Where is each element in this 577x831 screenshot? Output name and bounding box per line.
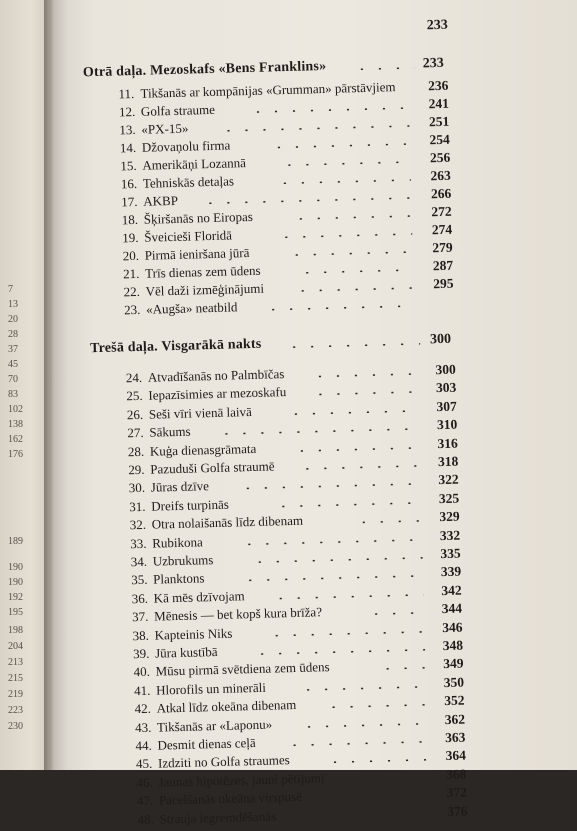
entry-title: Mūsu pirmā svētdiena zem ūdens [155,659,330,680]
entry-page: 295 [433,275,454,292]
entry-page: 300 [435,361,456,378]
entry-title: Pazuduši Golfa straumē [150,458,275,477]
entry-number: 41. [133,682,151,698]
entry-number: 45. [135,756,153,772]
entry-title: Kā mēs dzīvojam [153,588,245,606]
facing-page-number: 176 [8,449,23,460]
running-page-number: 233 [426,17,448,34]
entry-number: 18. [121,211,139,228]
entry-number: 17. [121,193,138,210]
facing-page-number: 13 [8,299,18,310]
entry-page: 307 [436,398,457,414]
entry-page: 344 [441,600,463,617]
entry-number: 11. [118,85,135,102]
leader-dots [292,215,412,220]
leader-dots [353,67,415,71]
leader-dots [277,233,412,239]
entry-page: 322 [438,472,459,488]
entry-title: Iepazīsimies ar mezoskafu [148,384,287,404]
leader-dots [326,759,428,764]
entry-title: «PX-15» [141,120,189,137]
entry-page: 316 [437,435,458,451]
entry-page: 254 [429,131,450,148]
entry-number: 42. [134,700,152,717]
entry-page: 349 [443,655,464,672]
leader-dots [293,446,420,451]
entry-number: 38. [132,627,150,643]
part-heading: Trešā daļa. Visgarākā nakts [89,336,262,357]
entry-page: 279 [432,239,453,256]
entry-number: 15. [120,157,137,174]
entry-title: Pirmā ieniršana jūrā [144,245,250,263]
leader-dots [268,630,425,636]
entry-page: 318 [437,453,459,470]
leader-dots [285,343,420,349]
entry-title: Strauja iegremdēšanās [159,808,277,827]
entry-number: 40. [133,664,151,680]
entry-title: Tehniskās detaļas [142,173,235,191]
entry-number: 28. [127,443,145,459]
entry-title: Otra nolaišanās līdz dibenam [151,512,304,532]
facing-page-number: 223 [8,705,23,716]
facing-page-number: 189 [8,536,23,547]
entry-page: 335 [440,545,461,562]
leader-dots [240,538,422,545]
leader-dots [294,287,414,292]
entry-number: 31. [129,498,146,515]
leader-dots [288,251,413,256]
leader-dots [367,612,424,615]
facing-page-number: 215 [8,673,23,684]
entry-page: 329 [439,508,460,525]
entry-page: 376 [446,803,468,819]
entry-number: 27. [127,425,144,441]
leader-dots [270,143,410,149]
entry-title: Uzbrukums [152,552,214,569]
leader-dots [241,575,423,582]
entry-number: 32. [129,517,147,533]
entry-page: 325 [438,490,460,506]
facing-page-number: 192 [8,592,23,603]
entry-title: Tikšanās ar kompānijas «Grumman» pārstāvjiem [140,79,396,101]
entry-page: 364 [445,747,467,764]
facing-page-number: 138 [8,419,23,430]
part-page-number: 300 [429,331,452,348]
leader-dots [298,465,420,470]
facing-page-number: 230 [8,721,23,732]
entry-title: Šķiršanās no Eiropas [143,208,253,227]
entry-page: 368 [445,766,467,782]
entry-title: Kuģa dienasgrāmata [149,440,257,459]
entry-title: Planktons [153,570,205,588]
entry-title: Tikšanās ar «Laponu» [156,716,273,735]
facing-page-number: 190 [8,577,23,588]
entry-page: 263 [430,167,451,184]
entry-title: Šveicieši Floridā [144,227,233,245]
entry-title: Pacelšanās okeāna virspusē [158,789,303,808]
entry-number: 12. [118,103,136,120]
entry-page: 303 [435,380,457,396]
entry-title: Desmit dienas ceļā [157,735,256,753]
leader-dots [300,722,427,727]
entry-page: 348 [442,637,464,654]
entry-page: 274 [431,221,453,238]
entry-number: 19. [122,229,139,246]
entry-page: 272 [431,203,452,220]
leader-dots [325,704,427,709]
entry-page: 236 [427,77,449,94]
entry-number: 30. [128,480,146,496]
entry-number: 39. [132,645,150,662]
entry-number: 29. [128,461,145,478]
entry-number: 21. [122,265,140,282]
entry-title: «Augša» neatbild [145,299,238,317]
facing-page-number: 195 [8,607,23,618]
entry-title: Atkal līdz okeāna dibenam [156,697,297,716]
table-of-contents [56,0,577,827]
entry-page: 332 [439,527,461,543]
entry-page: 342 [441,582,462,598]
facing-page-number: 198 [8,625,23,636]
leader-dots [276,179,411,185]
leader-dots [379,667,426,670]
entry-number: 23. [123,301,141,318]
facing-page-number: 7 [8,284,13,295]
entry-title: Seši vīri vienā laivā [148,403,252,422]
leader-dots [311,391,418,396]
entry-number: 24. [125,369,143,386]
entry-title: Sākums [149,423,191,440]
entry-number: 43. [134,719,152,735]
entry-number: 22. [123,283,141,300]
entry-page: 339 [440,563,462,580]
leader-dots [299,685,426,690]
entry-number: 47. [136,792,154,809]
entry-title: Jūra kustībā [154,643,218,661]
entry-number: 35. [131,572,148,588]
leader-dots [264,305,414,311]
entry-number: 48. [137,811,154,827]
entry-page: 350 [443,674,465,690]
facing-page-number: 70 [8,374,18,385]
entry-number: 20. [122,247,140,264]
entry-number: 13. [119,121,136,138]
facing-page-number: 20 [8,314,18,325]
leader-dots [253,649,425,656]
facing-page-number: 219 [8,689,23,700]
leader-dots [287,409,419,414]
facing-page-number: 213 [8,657,23,668]
entry-title: Mēnesis — bet kopš kura brīža? [153,604,323,624]
entry-page: 346 [442,619,463,635]
leader-dots [366,777,428,781]
entry-number: 34. [130,553,148,570]
entry-title: Golfa straume [140,101,216,119]
entry-number: 16. [120,175,138,192]
entry-page: 310 [436,416,458,433]
part-page-number: 233 [422,55,444,72]
facing-page-number: 162 [8,434,23,445]
entry-page: 256 [429,149,451,166]
entry-page: 352 [444,692,465,709]
leader-dots [311,373,418,378]
entry-title: Rubikona [152,533,203,551]
entry-number: 33. [130,535,147,551]
entry-title: Hlorofils un minerāli [155,679,267,698]
entry-page: 363 [444,729,466,746]
facing-page-number: 28 [8,329,18,340]
entry-title: Amerikāņi Lozannā [142,155,247,173]
leader-dots [274,501,421,507]
entry-number: 46. [136,774,153,790]
entry-title: Atvadīšanās no Palmbīčas [147,366,285,385]
leader-dots [249,107,409,113]
entry-title: Dreifs turpinās [151,496,230,514]
leader-dots [286,741,428,747]
entry-title: Izdziti no Golfa straumes [157,752,290,771]
entry-title: Džovaņolu firma [141,137,231,155]
facing-page-number: 190 [8,562,23,573]
entry-page: 251 [428,113,450,130]
facing-page-number: 83 [8,389,18,400]
leader-dots [239,483,421,490]
entry-number: 37. [131,608,149,625]
entry-page: 241 [428,95,450,112]
facing-page-number: 45 [8,359,18,370]
leader-dots [272,593,424,599]
facing-page-number: 102 [8,404,23,415]
facing-page-number: 204 [8,641,23,652]
entry-number: 25. [126,388,143,404]
leader-dots [219,125,409,132]
leader-dots [251,557,423,564]
entry-page: 362 [444,711,466,727]
leader-dots [357,796,429,800]
entry-number: 14. [119,139,137,156]
entry-title: Kapteinis Niks [154,625,233,643]
entry-number: 26. [126,406,144,423]
entry-title: Trīs dienas zem ūdens [144,262,261,281]
entry-number: 36. [131,590,149,607]
leader-dots [298,269,413,274]
entry-number: 44. [135,737,152,754]
entry-page: 287 [432,257,454,274]
entry-title: Jaunas hipotēzes, jauni pētījumi [158,770,325,790]
leader-dots [280,161,410,166]
leader-dots [201,197,411,204]
entry-page: 266 [430,185,452,202]
leader-dots [217,428,419,435]
entry-page: 372 [446,784,468,801]
facing-page-number: 37 [8,344,18,355]
part-heading: Otrā daļa. Mezoskafs «Bens Franklins» [82,58,327,81]
entry-title: AKBP [143,192,179,209]
leader-dots [355,520,422,524]
leader-dots [322,814,429,819]
entry-title: Jūras dzīve [150,478,210,496]
entry-title: Vēl daži izmēģinājumi [145,280,265,299]
